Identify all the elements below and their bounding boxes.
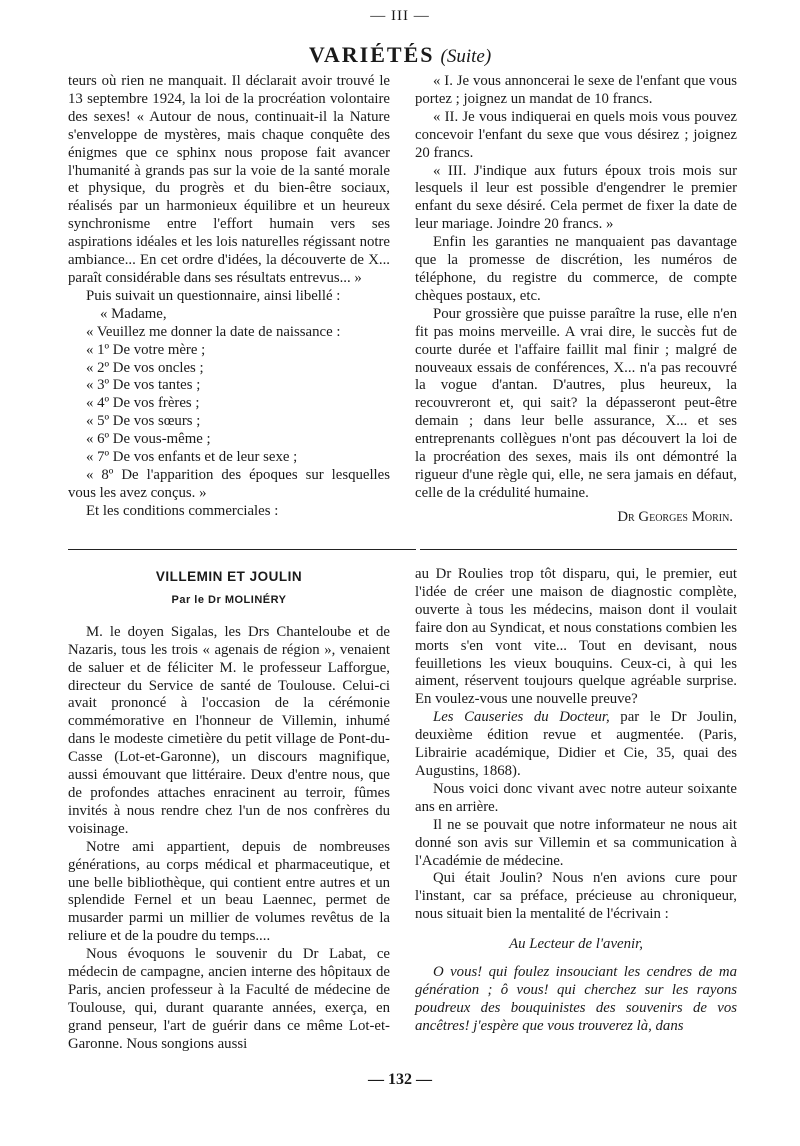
article-byline: Par le Dr MOLINÉRY (171, 593, 287, 606)
top-right-column (415, 73, 737, 527)
section-suite: (Suite) (440, 46, 492, 67)
section-divider (68, 549, 416, 550)
questionnaire-line: « 8º De l'apparition des époques sur lesquelles vous les avez conçus. » (68, 466, 390, 501)
questionnaire-line: « 7º De vos enfants et de leur sexe ; (86, 449, 298, 466)
author-signature: Dr Georges Morin. (617, 508, 733, 525)
paragraph: au Dr Roulies trop tôt disparu, qui, le premier, eut l'idée de créer une maison de diagnostic complète, ouverte à tous les médecins, maison dont il voulait faire don au Syndicat, et nous constations combien les morts s'en vont vite... Tout en devisant, nous feuilletions les vieux bouquins. Ceux-ci, à qui les aiment, réservent toujours quelque agréable surprise. En voulez-vous une nouvelle preuve? (415, 566, 737, 708)
questionnaire-line: « 4º De vos frères ; (86, 395, 200, 412)
book-title: Les Causeries du Docteur, (433, 709, 610, 726)
section-title (0, 42, 800, 68)
questionnaire-line: « 6º De vous-même ; (86, 431, 211, 448)
paragraph: Notre ami appartient, depuis de nombreuses générations, au corps médical et pharmaceutique, et une belle bibliothèque, qui contient entre autres et un splendide Fernel et un beau Laennec, permet de musarder parmi un millier de volumes revêtus de la reliure et de la poudre du temps.... (68, 838, 390, 945)
paragraph: Enfin les garanties ne manquaient pas davantage que la promesse de discrétion, les numéros de téléphone, du registre du commerce, de compte chèques postaux, etc. (415, 234, 737, 304)
paragraph: Nous voici donc vivant avec notre auteur soixante ans en arrière. (415, 780, 737, 815)
questionnaire-line: « 1º De votre mère ; (86, 341, 206, 358)
page-number: — 132 — (368, 1071, 432, 1088)
paragraph: « I. Je vous annoncerai le sexe de l'enfant que vous portez ; joignez un mandat de 10 francs. (415, 73, 737, 107)
book-details: par le Dr Joulin, deuxième édition revue et augmentée. (Paris, Librairie académique, Didier et Cie, 35, quai des Augustins, 1868). (415, 709, 738, 779)
article-title: VILLEMIN ET JOULIN (155, 569, 303, 584)
bottom-left-column (68, 566, 390, 1054)
paragraph: teurs où rien ne manquait. Il déclarait avoir trouvé le 13 septembre 1924, la loi de la procréation volontaire des sexes! « Autour de nous, continuait-il la Nature s'enveloppe de mystères, mais chaque conquête des énigmes que ce sphinx nous propose fait avancer l'humanité à grands pas sur la voie de la santé morale et physique, du progrès et du bien-être sociaux, réalisés par un harmonieux équilibre et un heureux synchronisme entre l'effort humain vers ses aspirations idéales et les lois naturelles régissant notre ambiance... En cet ordre d'idées, la découverte de X... paraît considérable dans ses résultats entrevus... » (68, 73, 390, 286)
questionnaire-line: « 2º De vos oncles ; (86, 359, 204, 376)
questionnaire-salutation: « Madame, (100, 305, 167, 322)
questionnaire-line: « 3º De vos tantes ; (86, 377, 201, 394)
paragraph: Et les conditions commerciales : (86, 502, 279, 519)
section-name: VARIÉTÉS (308, 42, 435, 67)
paragraph: Il ne se pouvait que notre informateur ne nous ait donné son avis sur Villemin et sa communication à l'Académie de médecine. (415, 816, 737, 869)
bottom-right-column (415, 566, 737, 1036)
questionnaire-line: « 5º De vos sœurs ; (86, 413, 201, 430)
dedication-heading: Au Lecteur de l'avenir, (509, 936, 643, 953)
paragraph: M. le doyen Sigalas, les Drs Chanteloube et de Nazaris, tous les trois « agenais de région », venaient de saluer et de féliciter M. le professeur Lafforgue, directeur du Service de santé de Toulouse. Celui-ci avait prononcé à l'occasion de la cérémonie commémorative en l'honneur de Villemin, inhumé dans le modeste cimetière du petit village de Pont-du-Casse (Lot-et-Garonne), un discours magnifique, aussi émouvant que littéraire. Deux d'entre nous, que de profondes attaches enracinent au terroir, fûmes invités à nous rendre chez l'un de nos confrères du voisinage. (68, 623, 390, 837)
section-divider (420, 549, 737, 550)
questionnaire-line: « Veuillez me donner la date de naissance : (86, 323, 341, 340)
page-roman-number: — III — (370, 8, 430, 24)
dedication-text: O vous! qui foulez insouciant les cendres de ma génération ; ô vous! qui cherchez sur les rayons poudreux des bouquinistes des souvenirs de vos ancêtres! j'espère que vous trouverez là, dans (415, 964, 737, 1034)
top-left-column (68, 73, 390, 521)
paragraph: Qui était Joulin? Nous n'en avions cure pour l'instant, car sa préface, précieuse au chroniqueur, nous situait bien la mentalité de l'écrivain : (415, 870, 737, 923)
paragraph: Pour grossière que puisse paraître la ruse, elle n'en fit pas moins merveille. A vrai dire, le succès fut de courte durée et l'affaire faillit mal finir ; malgré de nouveaux essais de conférences, X... n'a pas recouvré la vogue d'antan. D'autres, plus heureux, la recouvreront et, qui sait? la dépasseront peut-être demain ; dans leur belle assurance, X... et ses entreprenants collègues n'ont pas découvert la loi de la procréation des sexes, mais ils ont démontré la rigueur d'une règle qui, elle, ne sera jamais en défaut, celle de la crédulité humaine. (415, 305, 737, 501)
paragraph: Puis suivait un questionnaire, ainsi libellé : (86, 287, 341, 304)
paragraph: « II. Je vous indiquerai en quels mois vous pouvez concevoir l'enfant du sexe que vous désirez ; joignez 20 francs. (415, 108, 737, 161)
paragraph: Nous évoquons le souvenir du Dr Labat, ce médecin de campagne, ancien interne des hôpitaux de Paris, ancien professeur à la Faculté de médecine de Toulouse, qui, durant quarante années, exerça, en grand penseur, l'art de guérir dans ce même Lot-et-Garonne. Nous songions aussi (68, 946, 390, 1052)
paragraph (415, 709, 737, 781)
paragraph: « III. J'indique aux futurs époux trois mois sur lesquels il leur est possible d'engendrer le premier enfant du sexe désiré. Cela permet de fixer la date de leur mariage. Joindre 20 francs. » (415, 162, 737, 233)
